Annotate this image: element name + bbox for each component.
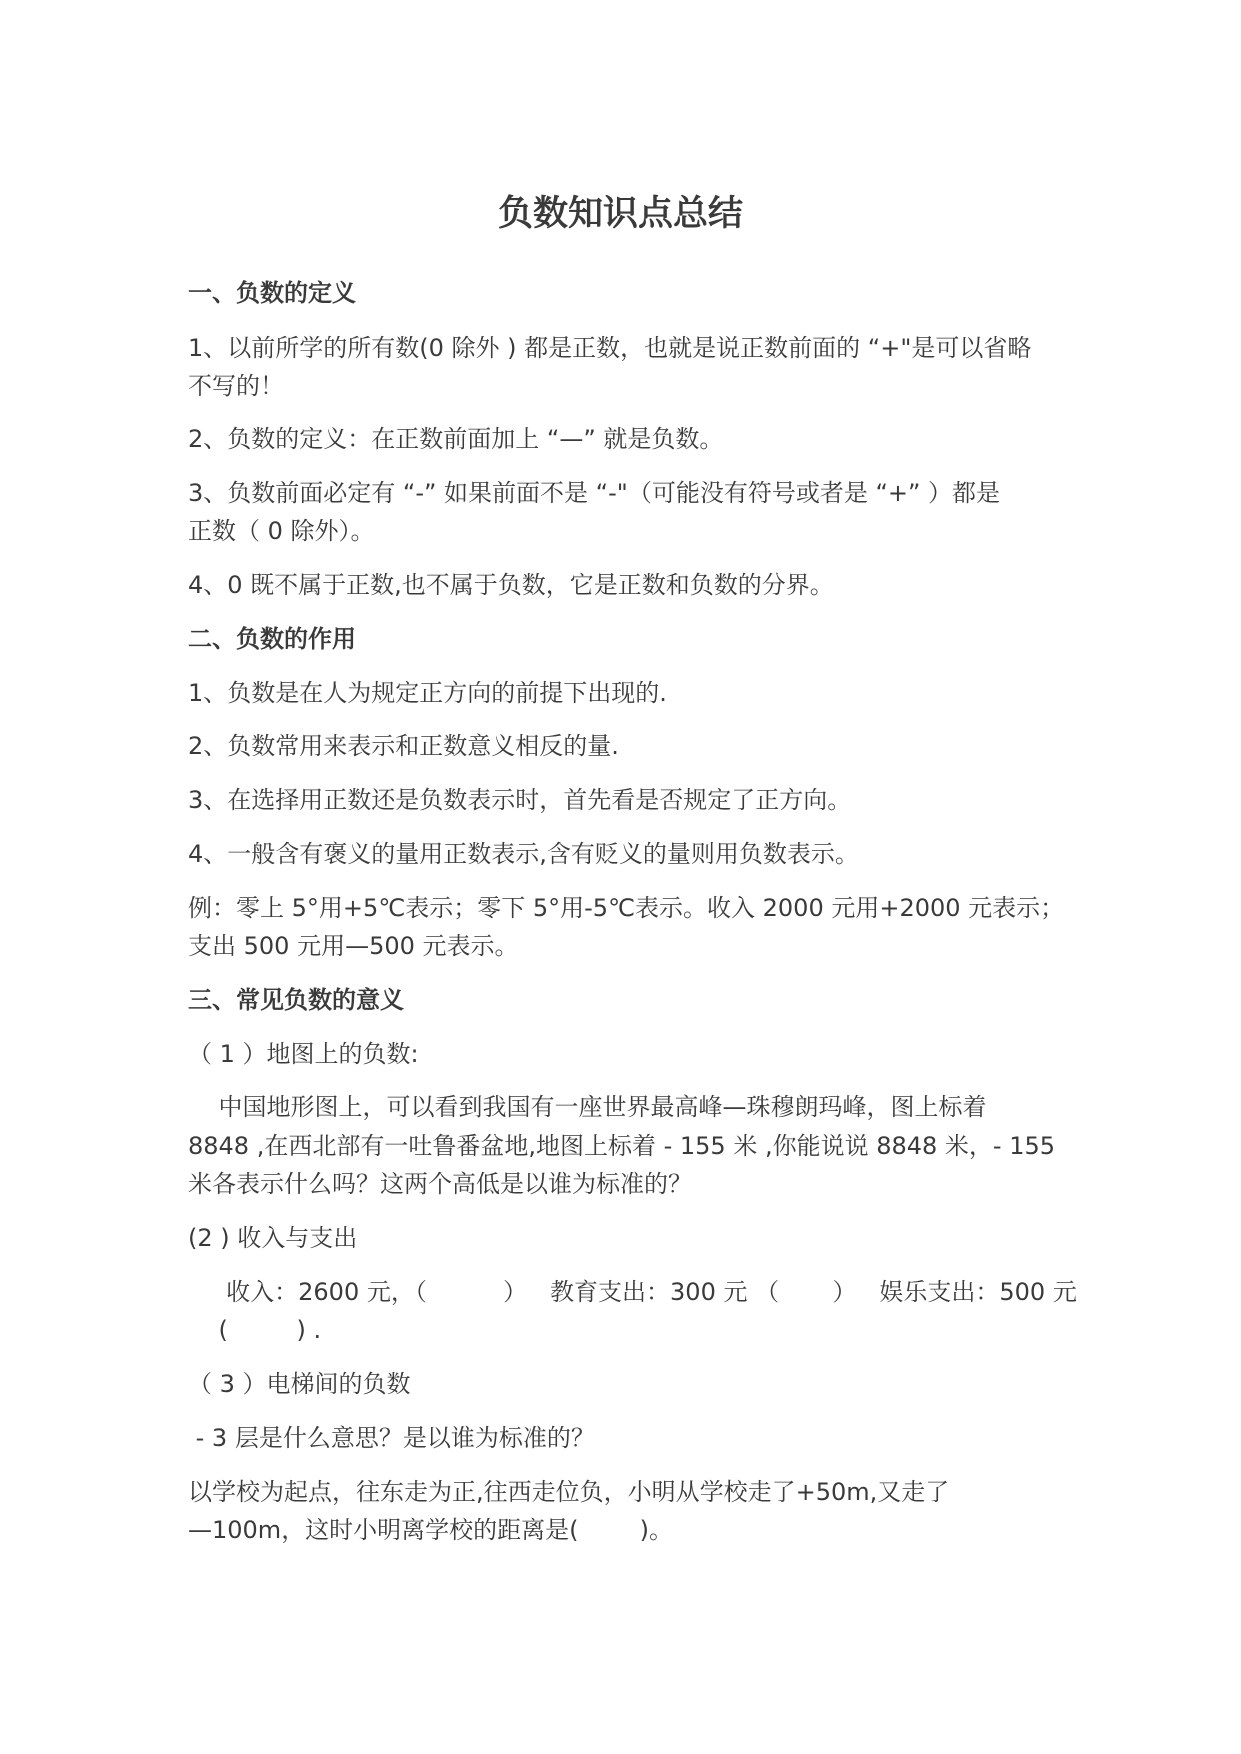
text-line: 8848 ,在西北部有一吐鲁番盆地,地图上标着 - 155 米 ,你能说说 8848 米，- 155 [188, 1132, 1056, 1160]
text-line: 3、在选择用正数还是负数表示时，首先看是否规定了正方向。 [188, 786, 852, 814]
text-line: （ 1 ）地图上的负数: [188, 1040, 419, 1068]
text-line: 米各表示什么吗？这两个高低是以谁为标准的？ [188, 1170, 692, 1198]
text-line: 2、负数常用来表示和正数意义相反的量. [188, 732, 619, 760]
page-title: 负数知识点总结 [497, 194, 743, 234]
text-line: (2 ) 收入与支出 [188, 1224, 358, 1252]
text-line: 2、负数的定义：在正数前面加上 “—” 就是负数。 [188, 425, 724, 453]
text-line: 收入：2600 元，（ ） 教育支出：300 元 （ ） 娱乐支出：500 元 [188, 1278, 1077, 1306]
text-line: 1、负数是在人为规定正方向的前提下出现的. [188, 679, 667, 707]
text-line: 1、以前所学的所有数(0 除外 ) 都是正数，也就是说正数前面的 “+"是可以省略 [188, 334, 1032, 362]
text-line: 中国地形图上，可以看到我国有一座世界最高峰—珠穆朗玛峰，图上标着 [188, 1093, 987, 1121]
text-line: 不写的！ [188, 372, 284, 400]
text-line: 4、一般含有褒义的量用正数表示,含有贬义的量则用负数表示。 [188, 840, 859, 868]
text-line: 支出 500 元用—500 元表示。 [188, 932, 519, 960]
text-line: 例：零上 5°用+5℃表示；零下 5°用-5℃表示。收入 2000 元用+2000 元表示； [188, 894, 1065, 922]
section-heading-function: 二、负数的作用 [188, 625, 356, 653]
text-line: 以学校为起点，往东走为正,往西走位负，小明从学校走了+50m,又走了 [188, 1478, 950, 1506]
text-line: 3、负数前面必定有 “-” 如果前面不是 “-"（可能没有符号或者是 “+” ）都是 [188, 479, 1001, 507]
text-line: （ 3 ）电梯间的负数 [188, 1370, 411, 1398]
text-line: 4、0 既不属于正数,也不属于负数，它是正数和负数的分界。 [188, 571, 834, 599]
text-line: ( ) . [188, 1316, 322, 1344]
text-line: —100m，这时小明离学校的距离是( )。 [188, 1516, 673, 1544]
section-heading-definition: 一、负数的定义 [188, 279, 356, 307]
text-line: 正数（ 0 除外）。 [188, 517, 375, 545]
section-heading-meaning: 三、常见负数的意义 [188, 986, 404, 1014]
text-line: - 3 层是什么意思？是以谁为标准的？ [188, 1424, 595, 1452]
